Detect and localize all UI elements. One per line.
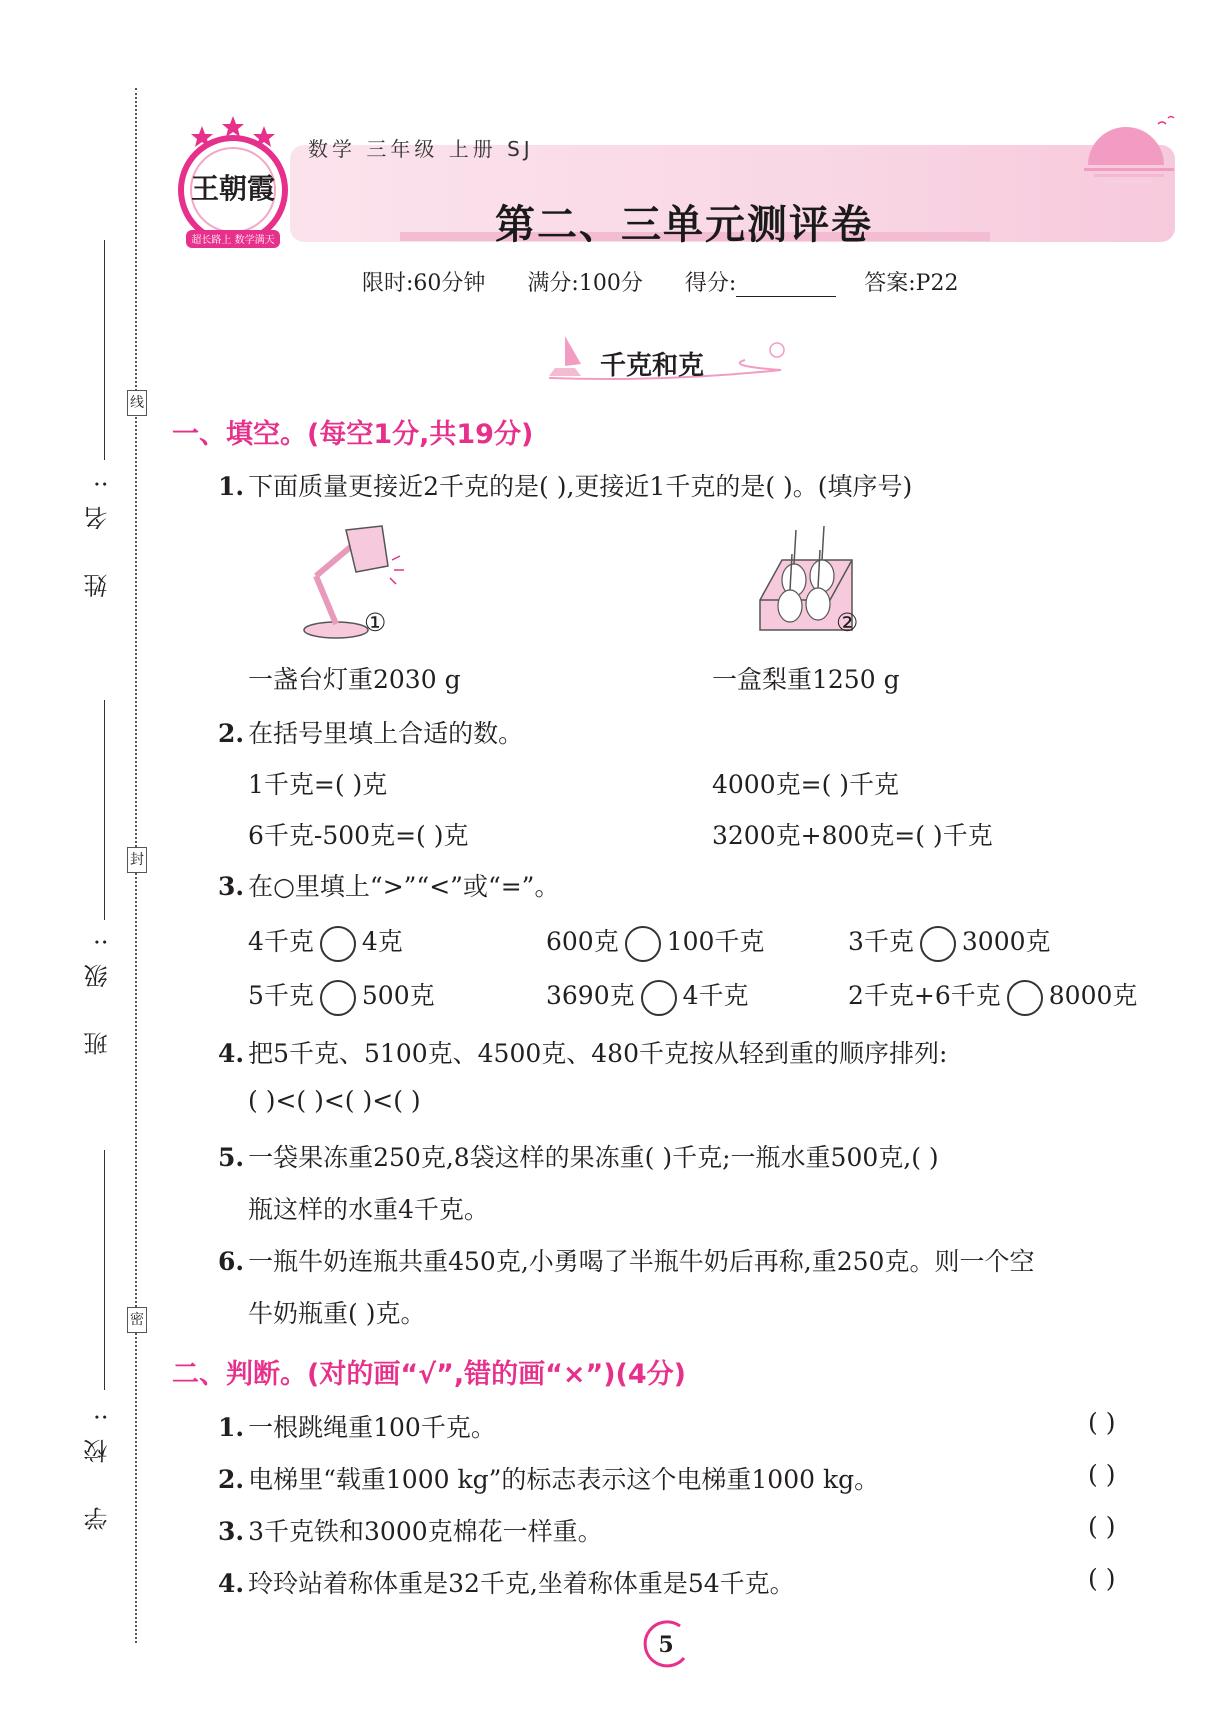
full-score: 满分:100分 — [527, 271, 643, 296]
compare-right: 4千克 — [682, 981, 749, 1010]
q1-2-c[interactable]: 6千克-500克=( )克 — [248, 821, 469, 850]
q1-4-text: 把5千克、5100克、4500克、480千克按从轻到重的顺序排列: — [248, 1039, 948, 1068]
compare-item — [546, 922, 764, 962]
sunset-decoration — [1078, 110, 1188, 190]
compare-item — [546, 976, 749, 1016]
q1-2-number: 2. — [218, 719, 245, 748]
judge-number: 4. — [218, 1569, 245, 1598]
subject-line: 数学 三年级 上册 SJ — [308, 137, 534, 161]
compare-item — [248, 922, 403, 962]
judge-answer-paren[interactable]: ( ) — [1088, 1460, 1116, 1489]
compare-left: 3690克 — [546, 981, 635, 1010]
compare-right: 500克 — [361, 981, 435, 1010]
desk-lamp-image — [296, 520, 406, 640]
logo-brand-text: 王朝霞 — [190, 172, 276, 205]
q1-3 — [218, 867, 559, 903]
compare-item — [248, 976, 435, 1016]
judge-answer-paren[interactable]: ( ) — [1088, 1408, 1116, 1437]
logo-slogan-text: 超长路上 数学满天 — [191, 235, 275, 246]
score-blank[interactable] — [736, 276, 836, 297]
answer-ref: 答案:P22 — [864, 271, 959, 296]
compare-left: 5千克 — [248, 981, 314, 1010]
compare-right: 3000克 — [961, 927, 1051, 956]
judge-item — [218, 1408, 496, 1444]
compare-circle[interactable] — [920, 926, 956, 962]
subheading: 千克和克 — [600, 351, 705, 381]
q1-4-answer-line[interactable]: ( )<( )<( )<( ) — [248, 1086, 421, 1115]
q1-3-number: 3. — [218, 872, 245, 901]
judge-answer-paren[interactable]: ( ) — [1088, 1512, 1116, 1541]
time-limit: 限时:60分钟 — [362, 271, 486, 296]
school-blank-line — [104, 1150, 105, 1390]
brand-logo — [172, 112, 294, 252]
item1-mark: ① — [364, 608, 387, 637]
q1-1-text: 下面质量更接近2千克的是( ),更接近1千克的是( )。(填序号) — [248, 472, 913, 501]
compare-circle[interactable] — [320, 926, 356, 962]
q1-4-number: 4. — [218, 1039, 245, 1068]
judge-answer-paren[interactable]: ( ) — [1088, 1564, 1116, 1593]
compare-left: 600克 — [546, 927, 619, 956]
q1-5-number: 5. — [218, 1143, 245, 1172]
page-number-badge — [640, 1618, 692, 1670]
q1-6-number: 6. — [218, 1247, 245, 1276]
q1-2-text: 在括号里填上合适的数。 — [248, 719, 524, 748]
judge-number: 3. — [218, 1517, 245, 1546]
q1-6-line1: 一瓶牛奶连瓶共重450克,小勇喝了半瓶牛奶后再称,重250克。则一个空 — [248, 1247, 1035, 1276]
judge-text: 玲玲站着称体重是32千克,坐着称体重是54千克。 — [248, 1569, 795, 1598]
item2-caption: 一盒梨重1250 g — [712, 665, 900, 694]
compare-right: 4克 — [361, 927, 403, 956]
section2-heading: 二、判断。(对的画“√”,错的画“×”)(4分) — [172, 1359, 687, 1390]
class-blank-line — [104, 700, 105, 920]
judge-item — [218, 1512, 603, 1548]
judge-number: 2. — [218, 1465, 245, 1494]
judge-item — [218, 1564, 795, 1600]
q1-2 — [218, 714, 523, 750]
q1-1 — [218, 467, 912, 503]
q1-5 — [218, 1138, 939, 1174]
page-number: 5 — [658, 1632, 674, 1658]
judge-text: 电梯里“载重1000 kg”的标志表示这个电梯重1000 kg。 — [248, 1465, 880, 1494]
judge-item — [218, 1460, 879, 1496]
compare-circle[interactable] — [1007, 980, 1043, 1016]
compare-left: 4千克 — [248, 927, 314, 956]
q1-2-a[interactable]: 1千克=( )克 — [248, 770, 388, 799]
compare-left: 2千克+6千克 — [848, 981, 1001, 1010]
binding-mark-line: 线 — [127, 390, 147, 416]
school-label: 学 校: — [84, 1395, 112, 1531]
q1-6-line2: 牛奶瓶重( )克。 — [248, 1299, 426, 1328]
judge-text: 一根跳绳重100千克。 — [248, 1413, 496, 1442]
item2-mark: ② — [836, 608, 859, 637]
compare-left: 3千克 — [848, 927, 914, 956]
name-blank-line — [104, 240, 105, 460]
exam-info-line — [362, 266, 958, 297]
compare-item — [848, 922, 1051, 962]
q1-5-line2: 瓶这样的水重4千克。 — [248, 1195, 489, 1224]
section1-heading: 一、填空。(每空1分,共19分) — [172, 419, 534, 450]
class-label: 班 级: — [84, 920, 112, 1056]
page-title: 第二、三单元测评卷 — [495, 202, 873, 248]
compare-circle[interactable] — [320, 980, 356, 1016]
judge-number: 1. — [218, 1413, 245, 1442]
compare-circle[interactable] — [641, 980, 677, 1016]
q1-2-b[interactable]: 4000克=( )千克 — [712, 770, 900, 799]
q1-1-number: 1. — [218, 472, 245, 501]
judge-text: 3千克铁和3000克棉花一样重。 — [248, 1517, 603, 1546]
name-label: 姓 名: — [84, 462, 112, 598]
q1-5-line1: 一袋果冻重250克,8袋这样的果冻重( )千克;一瓶水重500克,( ) — [248, 1143, 939, 1172]
q1-6 — [218, 1242, 1034, 1278]
q1-4 — [218, 1034, 947, 1070]
item1-caption: 一盏台灯重2030 g — [248, 665, 461, 694]
binding-mark-dense: 密 — [127, 1307, 147, 1333]
compare-right: 8000克 — [1048, 981, 1138, 1010]
q1-2-d[interactable]: 3200克+800克=( )千克 — [712, 821, 993, 850]
score-label: 得分: — [684, 271, 737, 296]
compare-circle[interactable] — [625, 926, 661, 962]
compare-right: 100千克 — [666, 927, 765, 956]
binding-mark-seal: 封 — [127, 847, 147, 873]
q1-3-text: 在○里填上“>”“<”或“=”。 — [248, 872, 560, 901]
compare-item — [848, 976, 1137, 1016]
